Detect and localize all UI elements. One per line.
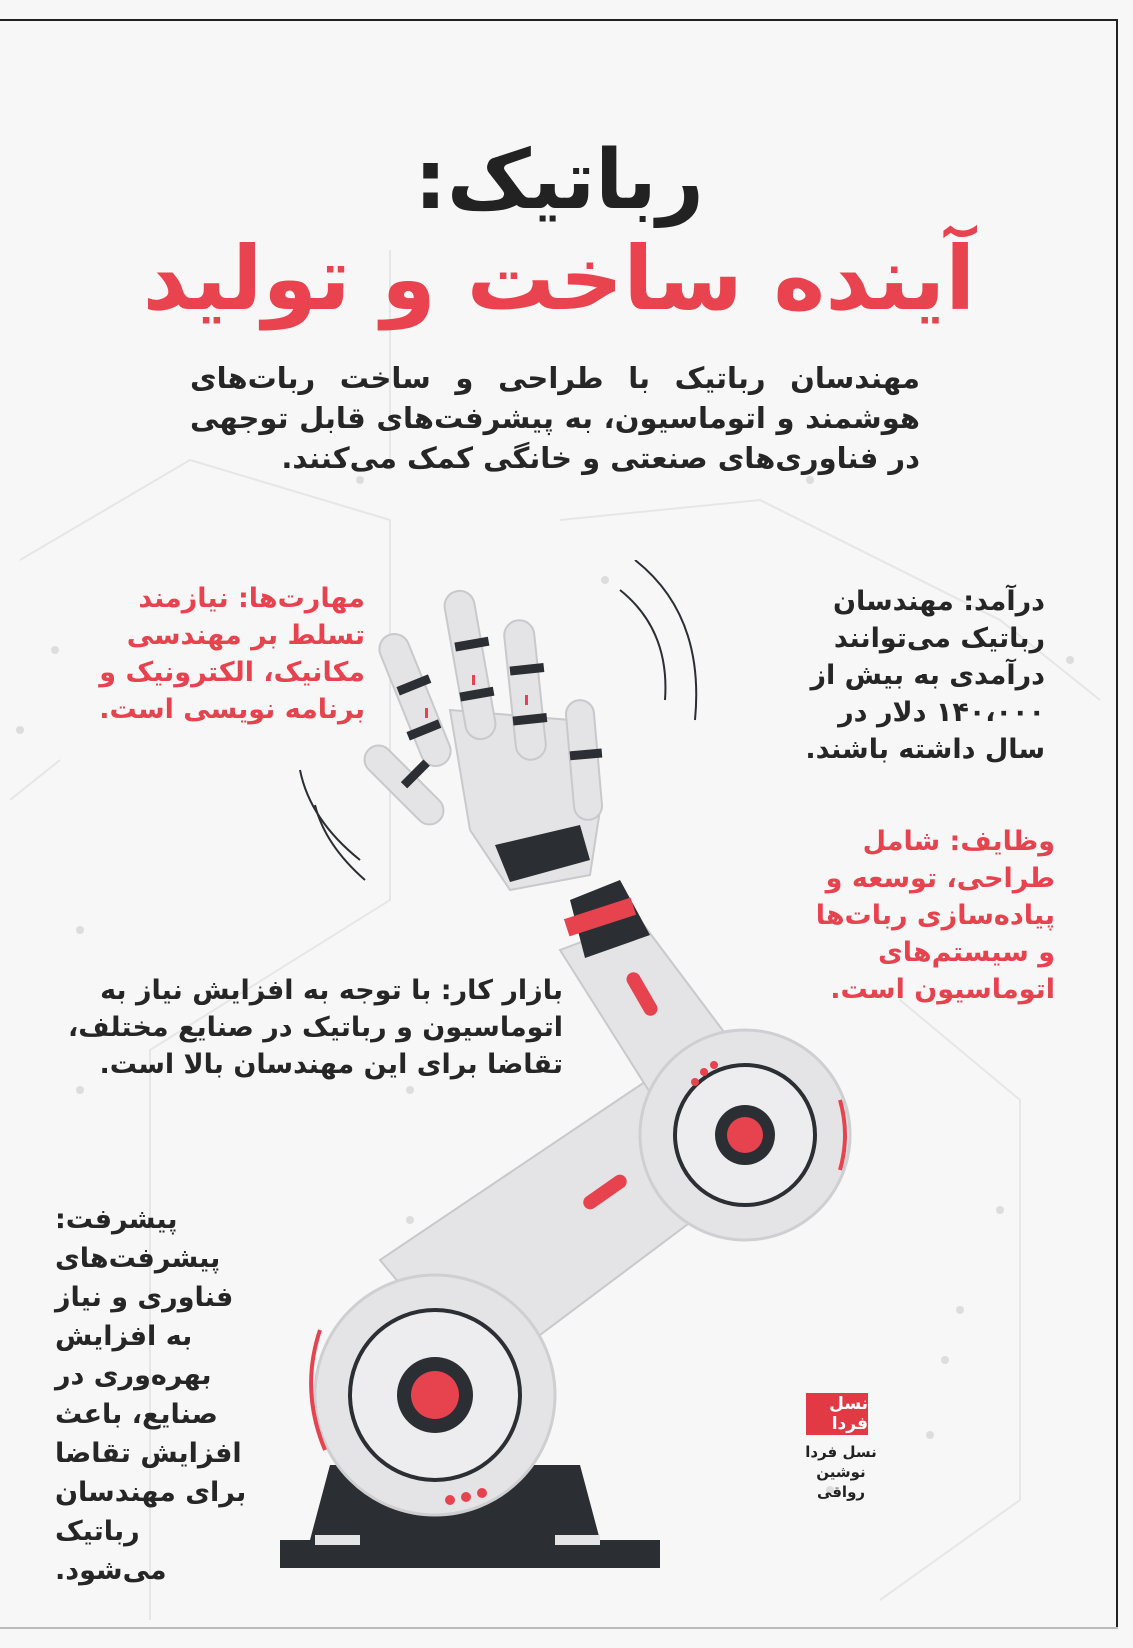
progress-text: پیشرفت: پیشرفت‌های فناوری و نیاز به افزایش بهره‌وری در صنایع، باعث افزایش تقاضا برای مهندسان رباتیک می‌شود. [55, 1204, 247, 1586]
job-market-text: بازار کار: با توجه به افزایش نیاز به اتوماسیون و رباتیک در صنایع مختلف، تقاضا برای این مهندسان بالا است. [68, 975, 563, 1080]
publication-name: نسل فردا [805, 1443, 877, 1461]
income-text: درآمد: مهندسان رباتیک می‌توانند درآمدی به بیش از ۱۴۰،۰۰۰ دلار در سال داشته باشند. [805, 586, 1045, 765]
title-line-1: رباتیک: [414, 133, 704, 228]
tasks-text: وظایف: شامل طراحی، توسعه و پیاده‌سازی ربات‌ها و سیستم‌های اتوماسیون است. [815, 826, 1055, 1005]
robot-arm-icon [240, 560, 880, 1630]
publication-logo: نسل فردا [806, 1393, 868, 1435]
intro-paragraph: مهندسان رباتیک با طراحی و ساخت ربات‌های هوشمند و اتوماسیون، به پیشرفت‌های قابل توجهی در فناوری‌های صنعتی و خانگی کمک می‌کنند. [190, 361, 920, 475]
logo-credit [795, 1442, 887, 1502]
author-name: نوشین رواقی [816, 1463, 866, 1501]
skills-text: مهارت‌ها: نیازمند تسلط بر مهندسی مکانیک، الکترونیک و برنامه نویسی است. [99, 583, 365, 725]
title-line-2: آینده ساخت و تولید [142, 227, 976, 330]
